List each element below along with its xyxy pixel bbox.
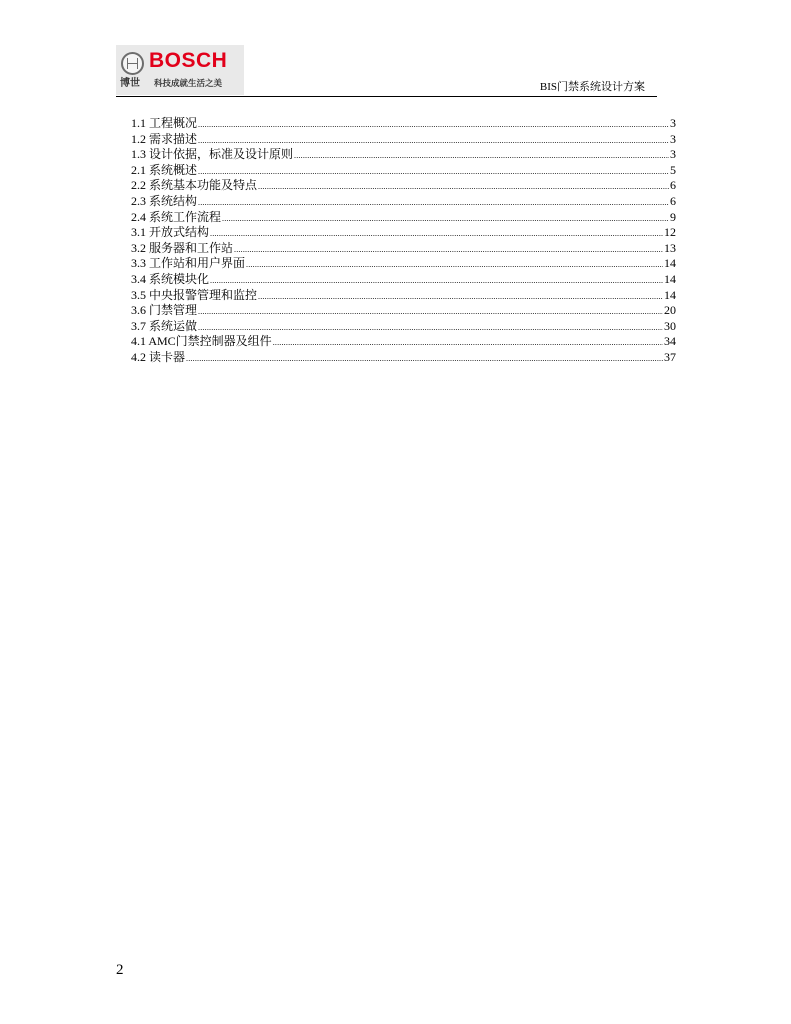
toc-entry-title: 2.4 系统工作流程	[131, 209, 222, 224]
toc-entry-page: 3	[670, 116, 676, 130]
toc-entry-title: 1.2 需求描述	[131, 131, 198, 146]
toc-entry[interactable]	[131, 116, 676, 132]
toc-entry[interactable]	[131, 225, 676, 241]
toc-dot-leader	[198, 117, 669, 133]
toc-entry-title: 4.2 读卡器	[131, 349, 186, 364]
toc-dot-leader	[198, 304, 663, 320]
toc-entry-page: 12	[664, 225, 676, 240]
toc-entry[interactable]	[131, 288, 676, 304]
toc-entry-page: 3	[670, 147, 676, 162]
logo-cn-name: 博世	[120, 78, 140, 89]
toc-dot-leader	[222, 211, 669, 227]
toc-entry-page: 14	[664, 256, 676, 271]
toc-entry-title: 2.2 系统基本功能及特点	[131, 178, 258, 193]
toc-dot-leader	[273, 335, 663, 351]
toc-entry[interactable]	[131, 350, 676, 366]
toc-dot-leader	[258, 179, 669, 195]
toc-entry[interactable]	[131, 163, 676, 179]
toc-entry-title: 3.1 开放式结构	[131, 225, 210, 240]
page-number: 2	[116, 962, 124, 978]
toc-entry[interactable]	[131, 256, 676, 272]
toc-dot-leader	[258, 289, 663, 305]
toc-dot-leader	[234, 242, 663, 258]
toc-entry-page: 30	[664, 318, 676, 333]
bosch-logo	[116, 45, 244, 95]
toc-entry-page: 9	[670, 209, 676, 224]
toc-dot-leader	[210, 273, 663, 289]
toc-entry[interactable]	[131, 272, 676, 288]
header-divider	[116, 96, 657, 97]
toc-entry-page: 20	[664, 303, 676, 318]
logo-brand-text: BOSCH	[149, 49, 228, 72]
toc-dot-leader	[210, 226, 663, 242]
toc-entry-title: 3.4 系统模块化	[131, 271, 210, 286]
toc-entry[interactable]	[131, 147, 676, 163]
toc-entry-page: 14	[664, 287, 676, 302]
toc-dot-leader	[186, 351, 663, 367]
toc-entry[interactable]	[131, 132, 676, 148]
toc-entry-page: 34	[664, 334, 676, 349]
toc-dot-leader	[294, 148, 669, 164]
toc-dot-leader	[198, 320, 663, 336]
toc-entry-page: 6	[670, 178, 676, 193]
toc-entry[interactable]	[131, 241, 676, 257]
toc-entry[interactable]	[131, 334, 676, 350]
bosch-armature-icon	[121, 52, 144, 75]
toc-dot-leader	[198, 133, 669, 149]
toc-entry[interactable]	[131, 319, 676, 335]
toc-entry-page: 13	[664, 240, 676, 255]
toc-entry[interactable]	[131, 210, 676, 226]
toc-entry-title: 3.7 系统运做	[131, 318, 198, 333]
toc-entry-title: 3.2 服务器和工作站	[131, 240, 234, 255]
toc-entry-title: 2.3 系统结构	[131, 193, 198, 208]
toc-entry-title: 1.1 工程概况	[131, 116, 198, 130]
toc-entry[interactable]	[131, 194, 676, 210]
toc-dot-leader	[198, 164, 669, 180]
toc-entry-page: 6	[670, 193, 676, 208]
table-of-contents	[131, 116, 676, 366]
document-header-title: BIS门禁系统设计方案	[539, 81, 645, 93]
toc-entry-title: 2.1 系统概述	[131, 162, 198, 177]
toc-entry[interactable]	[131, 178, 676, 194]
logo-slogan: 科技成就生活之美	[154, 79, 223, 89]
toc-entry-title: 3.5 中央报警管理和监控	[131, 287, 258, 302]
toc-dot-leader	[198, 195, 669, 211]
toc-entry-title: 3.3 工作站和用户界面	[131, 256, 246, 271]
toc-entry-page: 14	[664, 271, 676, 286]
toc-entry-page: 5	[670, 162, 676, 177]
toc-entry-title: 3.6 门禁管理	[131, 303, 198, 318]
toc-entry-page: 37	[664, 349, 676, 364]
toc-dot-leader	[246, 257, 663, 273]
toc-entry-title: 1.3 设计依据，标准及设计原则	[131, 147, 294, 162]
toc-entry[interactable]	[131, 303, 676, 319]
toc-entry-page: 3	[670, 131, 676, 146]
toc-entry-title: 4.1 AMC门禁控制器及组件	[131, 334, 272, 349]
